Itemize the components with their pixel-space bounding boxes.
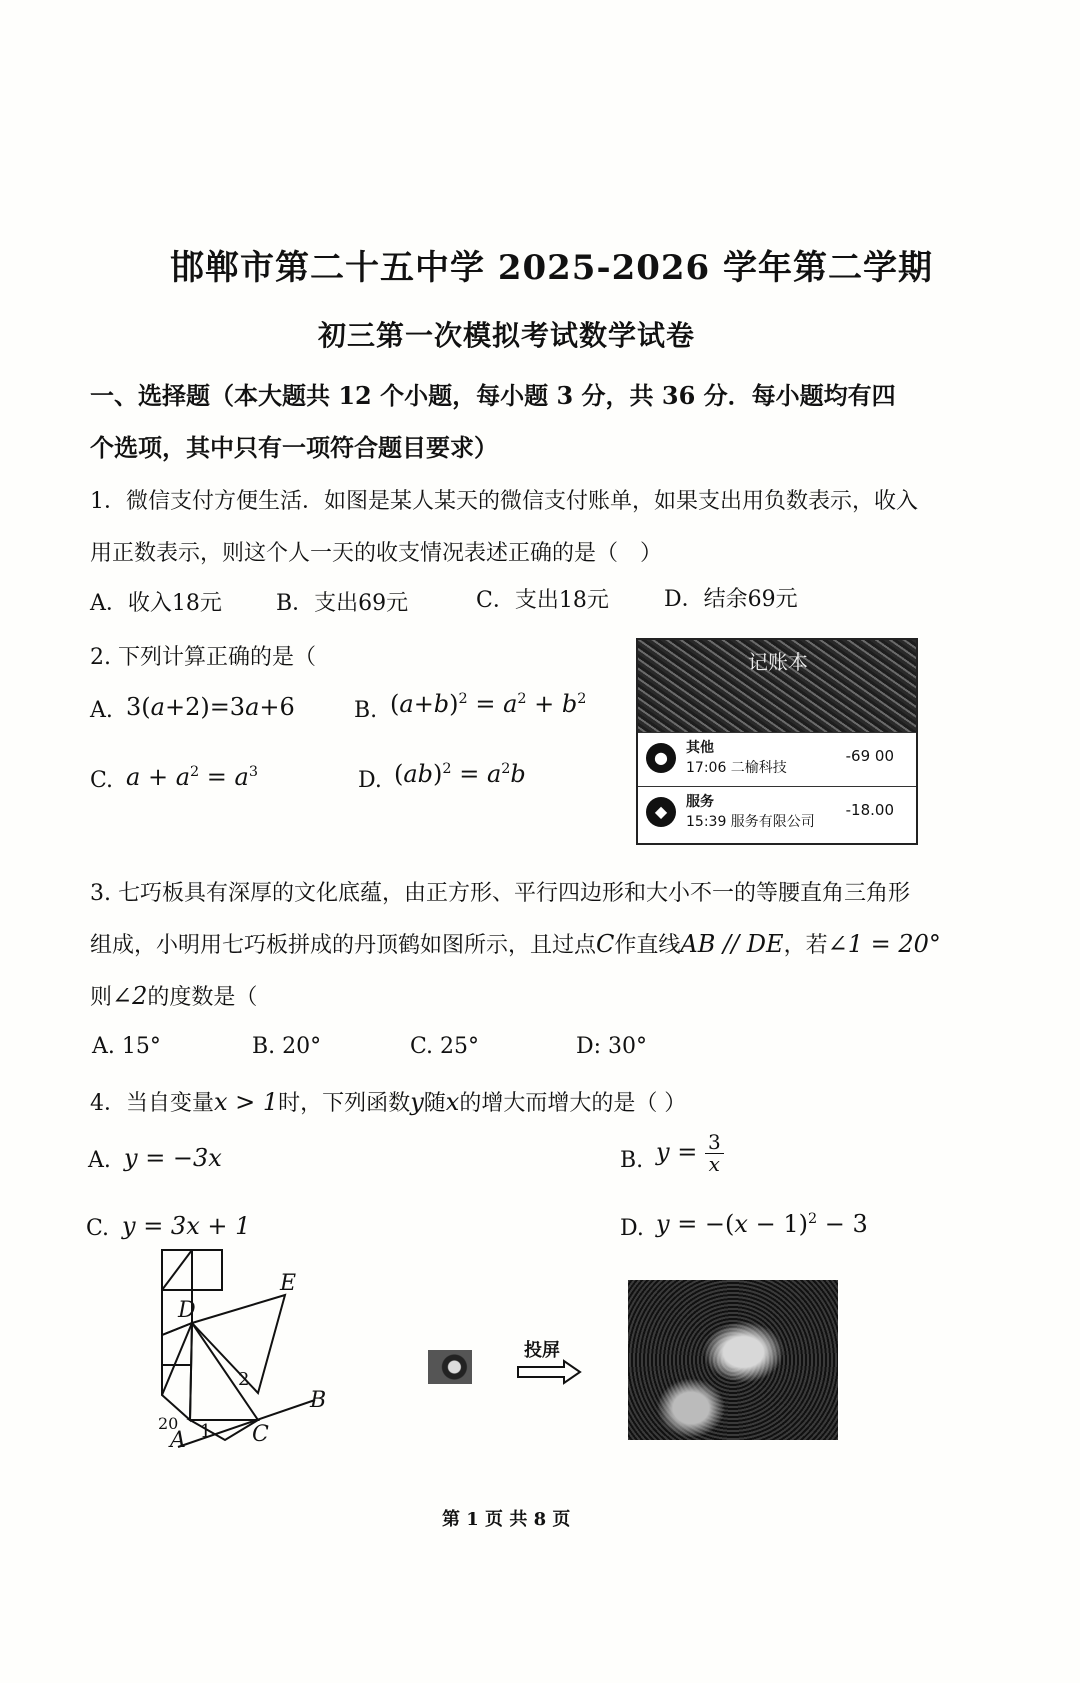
exam-subtitle: 初三第一次模拟考试数学试卷 — [318, 319, 696, 352]
bill-row-amount: -18.00 — [845, 801, 894, 819]
q2-label-a: A. — [90, 698, 113, 723]
page-number: 第 1 页 共 8 页 — [442, 1509, 571, 1530]
tangram-crane-figure — [150, 1245, 340, 1450]
angle-2: ∠2 — [112, 982, 148, 1010]
angle-1-value: ∠1 = 20° — [827, 930, 941, 958]
q3-option-a: A. 15° — [92, 1034, 161, 1059]
q1-option-b: B．支出69元 — [276, 591, 409, 616]
bill-row — [638, 732, 916, 787]
q3-line2-text-a: 组成，小明用七巧板拼成的丹顶鹤如图所示，且过点 — [90, 933, 597, 958]
fraction-numerator: 3 — [705, 1132, 724, 1154]
point-label-b: B — [310, 1388, 327, 1413]
q4-option-b-expr — [656, 1132, 724, 1175]
wechat-bill-image — [636, 638, 918, 845]
q2-stem: 2. 下列计算正确的是（ — [90, 645, 316, 670]
section-heading-line1: 一、选择题（本大题共 12 个小题，每小题 3 分，共 36 分．每小题均有四 — [90, 381, 896, 410]
q3-line3 — [90, 980, 257, 1011]
q4-stem-text-b: 时，下列函数 — [278, 1091, 411, 1116]
q4-stem-text-c: 随 — [423, 1091, 446, 1116]
q4-label-c: C. — [86, 1216, 110, 1241]
q3-line2-text-c: ，若 — [783, 933, 828, 958]
q2-option-b-expr: $(a+b)^2 = a^2 + b^2$ — [390, 690, 587, 718]
q4-option-c-expr: y = 3x + 1 — [122, 1212, 251, 1240]
projection-arrow-label: 投屏 — [524, 1340, 560, 1361]
q3-option-d: D: 30° — [576, 1034, 648, 1059]
bill-row-desc: 17:06 二榆科技 — [686, 760, 787, 776]
point-label-d: D — [178, 1298, 196, 1323]
q4-stem-text-d: 的增大而增大的是（ ） — [459, 1091, 687, 1116]
q1-option-c: C．支出18元 — [476, 588, 609, 613]
bill-header-title: 记账本 — [748, 650, 808, 674]
other-category-icon: ● — [646, 743, 676, 773]
q3-line3-text-b: 的度数是（ — [147, 985, 258, 1010]
q1-line2: 用正数表示，则这个人一天的收支情况表述正确的是（ ） — [90, 541, 663, 566]
q2-option-c-expr: $a + a^2 = a^3$ — [126, 763, 258, 791]
q4-label-a: A. — [88, 1148, 111, 1173]
bill-row-category: 其他 — [686, 740, 714, 756]
right-arrow-icon — [516, 1358, 582, 1386]
q3-line2 — [90, 928, 941, 959]
q2-label-c: C. — [90, 768, 114, 793]
margin-mark: 20 — [158, 1414, 179, 1433]
crane-body-left — [162, 1323, 192, 1420]
q2-label-d: D. — [358, 768, 382, 793]
fraction-denominator: x — [708, 1152, 720, 1176]
point-label-e: E — [280, 1271, 297, 1296]
bill-row-category: 服务 — [686, 794, 714, 810]
q3-line3-text-a: 则 — [90, 985, 113, 1010]
small-squirrel-image — [428, 1350, 472, 1384]
point-label-a: A — [170, 1428, 186, 1450]
bill-header — [638, 640, 916, 732]
bill-row-amount: -69 00 — [845, 747, 894, 765]
angle-label-2: 2 — [238, 1369, 250, 1390]
q3-line1: 3. 七巧板具有深厚的文化底蕴，由正方形、平行四边形和大小不一的等腰直角三角形 — [90, 881, 910, 906]
q4-option-b-fraction — [705, 1132, 724, 1175]
q2-option-d-expr: $(ab)^2 = a^2b$ — [394, 760, 526, 788]
q3-line2-text-b: 作直线 — [614, 933, 681, 958]
q1-option-a: A．收入18元 — [90, 591, 222, 616]
service-category-icon: ◆ — [646, 797, 676, 827]
q4-option-d-expr: $y = -(x - 1)^2 - 3$ — [656, 1210, 868, 1238]
q1-line1: 1．微信支付方便生活．如图是某人某天的微信支付账单，如果支出用负数表示，收入 — [90, 489, 918, 514]
point-c: C — [596, 930, 615, 958]
line-ab — [178, 1400, 315, 1447]
q4-stem-text-a: 4．当自变量 — [90, 1091, 214, 1116]
q2-option-a-expr: 3(a+2)=3a+6 — [126, 693, 295, 721]
q4-var-y: y — [410, 1088, 424, 1116]
projected-squirrel-image — [628, 1280, 838, 1440]
point-label-c: C — [252, 1422, 269, 1447]
q4-condition: x > 1 — [214, 1088, 279, 1116]
angle-label-1: 1 — [200, 1421, 212, 1442]
section-heading-line2: 个选项，其中只有一项符合题目要求） — [90, 433, 498, 462]
bill-row — [638, 786, 916, 841]
q4-stem — [90, 1086, 686, 1117]
q4-option-a-expr: y = −3x — [124, 1144, 222, 1172]
crane-head-diagonal — [162, 1250, 192, 1290]
q2-label-b: B. — [354, 698, 378, 723]
parallel-lines-ab-de: AB // DE — [680, 930, 784, 958]
q4-option-b-lhs: y = — [656, 1138, 698, 1166]
q3-option-b: B. 20° — [252, 1034, 322, 1059]
exam-title: 邯郸市第二十五中学 2025-2026 学年第二学期 — [170, 248, 934, 288]
q4-label-d: D. — [620, 1216, 644, 1241]
q3-option-c: C. 25° — [410, 1034, 480, 1059]
q4-label-b: B. — [620, 1148, 644, 1173]
q4-var-x: x — [445, 1088, 460, 1116]
bill-row-desc: 15:39 服务有限公司 — [686, 814, 815, 830]
q1-option-d: D．结余69元 — [664, 587, 798, 612]
